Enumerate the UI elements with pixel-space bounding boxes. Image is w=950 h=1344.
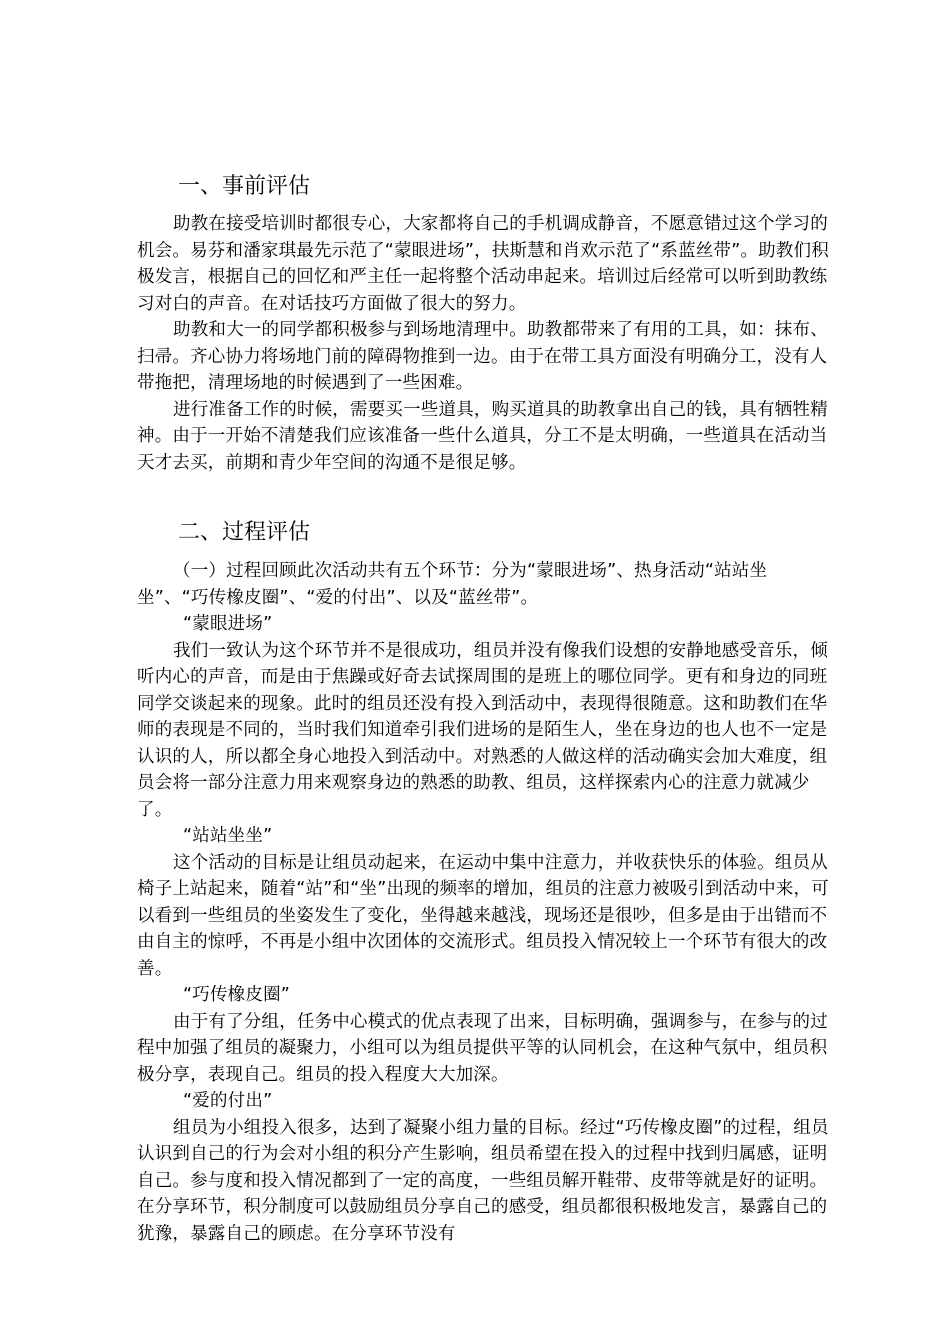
subheading-stand-sit: “站站坐坐” xyxy=(183,826,273,846)
section-body-pre-assessment xyxy=(137,211,837,476)
paragraph-stand-sit: 这个活动的目标是让组员动起来，在运动中集中注意力，并收获快乐的体验。组员从椅子上站起来，随着“站”和“坐”出现的频率的增加，组员的注意力被吸引到活动中来，可以看到一些组员的坐姿发生了变化，坐得越来越浅，现场还是很吵，但多是由于出错而不由自主的惊呼，不再是小组中次团体的交流形式。组员投入情况较上一个环节有很大的改善。 xyxy=(137,852,829,979)
section-body-process-assessment xyxy=(137,558,837,1247)
section-heading-process-assessment: 二、过程评估 xyxy=(178,520,311,545)
subheading-blindfold-entry: “蒙眼进场” xyxy=(183,614,273,634)
paragraph-blindfold-entry: 我们一致认为这个环节并不是很成功，组员并没有像我们设想的安静地感受音乐，倾听内心的声音，而是由于焦躁或好奇去试探周围的是班上的哪位同学。更有和身边的同班同学交谈起来的现象。此时的组员还没有投入到活动中，表现得很随意。这和助教们在华师的表现是不同的，当时我们知道牵引我们进场的是陌生人，坐在身边的也人也不一定是认识的人，所以都全身心地投入到活动中。对熟悉的人做这样的活动确实会加大难度，组员会将一部分注意力用来观察身边的熟悉的助教、组员，这样探索内心的注意力就减少了。 xyxy=(137,640,828,820)
paragraph-process-intro: （一）过程回顾此次活动共有五个环节：分为“蒙眼进场”、热身活动“站站坐坐”、“巧传橡皮圈”、“爱的付出”、以及“蓝丝带”。 xyxy=(137,561,768,608)
paragraph-site-cleanup: 助教和大一的同学都积极参与到场地清理中。助教都带来了有用的工具，如：抹布、扫帚。齐心协力将场地门前的障碍物推到一边。由于在带工具方面没有明确分工，没有人带拖把，清理场地的时候遇到了一些困难。 xyxy=(137,320,828,393)
paragraph-props-preparation: 进行准备工作的时候，需要买一些道具，购买道具的助教拿出自己的钱，具有牺牲精神。由于一开始不清楚我们应该准备一些什么道具，分工不是太明确，一些道具在活动当天才去买，前期和青少年空间的沟通不是很足够。 xyxy=(137,399,828,473)
paragraph-giving-love: 组员为小组投入很多，达到了凝聚小组力量的目标。经过“巧传橡皮圈”的过程，组员认识到自己的行为会对小组的积分产生影响，组员希望在投入的过程中找到归属感，证明自己。参与度和投入情况都到了一定的高度，一些组员解开鞋带、皮带等就是好的证明。在分享环节，积分制度可以鼓励组员分享自己的感受，组员都很积极地发言，暴露自己的犹豫，暴露自己的顾虑。在分享环节没有 xyxy=(137,1117,829,1244)
paragraph-training: 助教在接受培训时都很专心，大家都将自己的手机调成静音，不愿意错过这个学习的机会。易芬和潘家琪最先示范了“蒙眼进场”，扶斯慧和肖欢示范了“系蓝丝带”。助教们积极发言，根据自己的回忆和严主任一起将整个活动串起来。培训过后经常可以听到助教练习对白的声音。在对话技巧方面做了很大的努力。 xyxy=(137,214,829,314)
section-heading-pre-assessment: 一、事前评估 xyxy=(178,174,311,199)
subheading-giving-love: “爱的付出” xyxy=(183,1091,273,1111)
paragraph-rubber-band: 由于有了分组，任务中心模式的优点表现了出来，目标明确，强调参与，在参与的过程中加强了组员的凝聚力，小组可以为组员提供平等的认同机会，在这种气氛中，组员积极分享，表现自己。组员的投入程度大大加深。 xyxy=(137,1011,828,1085)
subheading-rubber-band: “巧传橡皮圈” xyxy=(183,985,291,1005)
